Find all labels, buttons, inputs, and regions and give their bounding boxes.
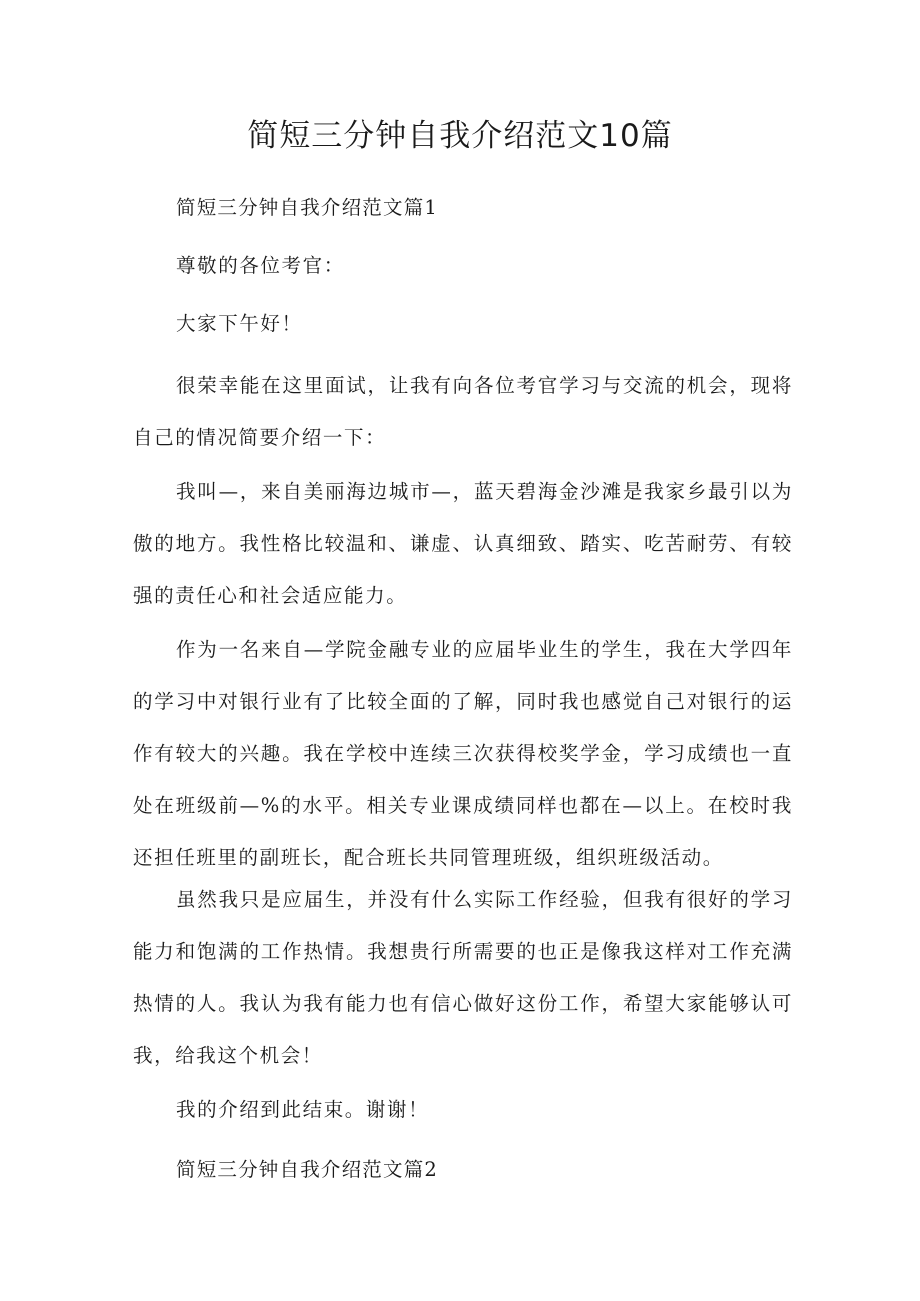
paragraph-salutation: 尊敬的各位考官： [176,254,345,277]
section-heading-2: 简短三分钟自我介绍范文篇2 [176,1158,439,1181]
document-title: 简短三分钟自我介绍范文10篇 [247,118,673,154]
paragraph-closing: 我的介绍到此结束。谢谢！ [176,1098,430,1121]
paragraph-personal: 我叫—，来自美丽海边城市—，蓝天碧海金沙滩是我家乡最引以为傲的地方。我性格比较温和、谦虚、认真细致、踏实、吃苦耐劳、有较强的责任心和社会适应能力。 [133,480,793,607]
paragraph-education: 作为一名来自—学院金融专业的应届毕业生的学生，我在大学四年的学习中对银行业有了比较全面的了解，同时我也感觉自己对银行的运作有较大的兴趣。我在学校中连续三次获得校奖学金，学习成绩也一直处在班级前—%的水平。相关专业课成绩同样也都在—以上。在校时我还担任班里的副班长，配合班长共同管理班级，组织班级活动。 [133,638,793,869]
section-heading-1: 简短三分钟自我介绍范文篇1 [176,196,439,219]
paragraph-intro: 很荣幸能在这里面试，让我有向各位考官学习与交流的机会，现将自己的情况简要介绍一下： [133,374,793,449]
paragraph-greeting: 大家下午好！ [176,312,303,335]
paragraph-motivation: 虽然我只是应届生，并没有什么实际工作经验，但我有很好的学习能力和饱满的工作热情。我想贵行所需要的也正是像我这样对工作充满热情的人。我认为我有能力也有信心做好这份工作，希望大家能够认可我，给我这个机会！ [133,888,793,1067]
